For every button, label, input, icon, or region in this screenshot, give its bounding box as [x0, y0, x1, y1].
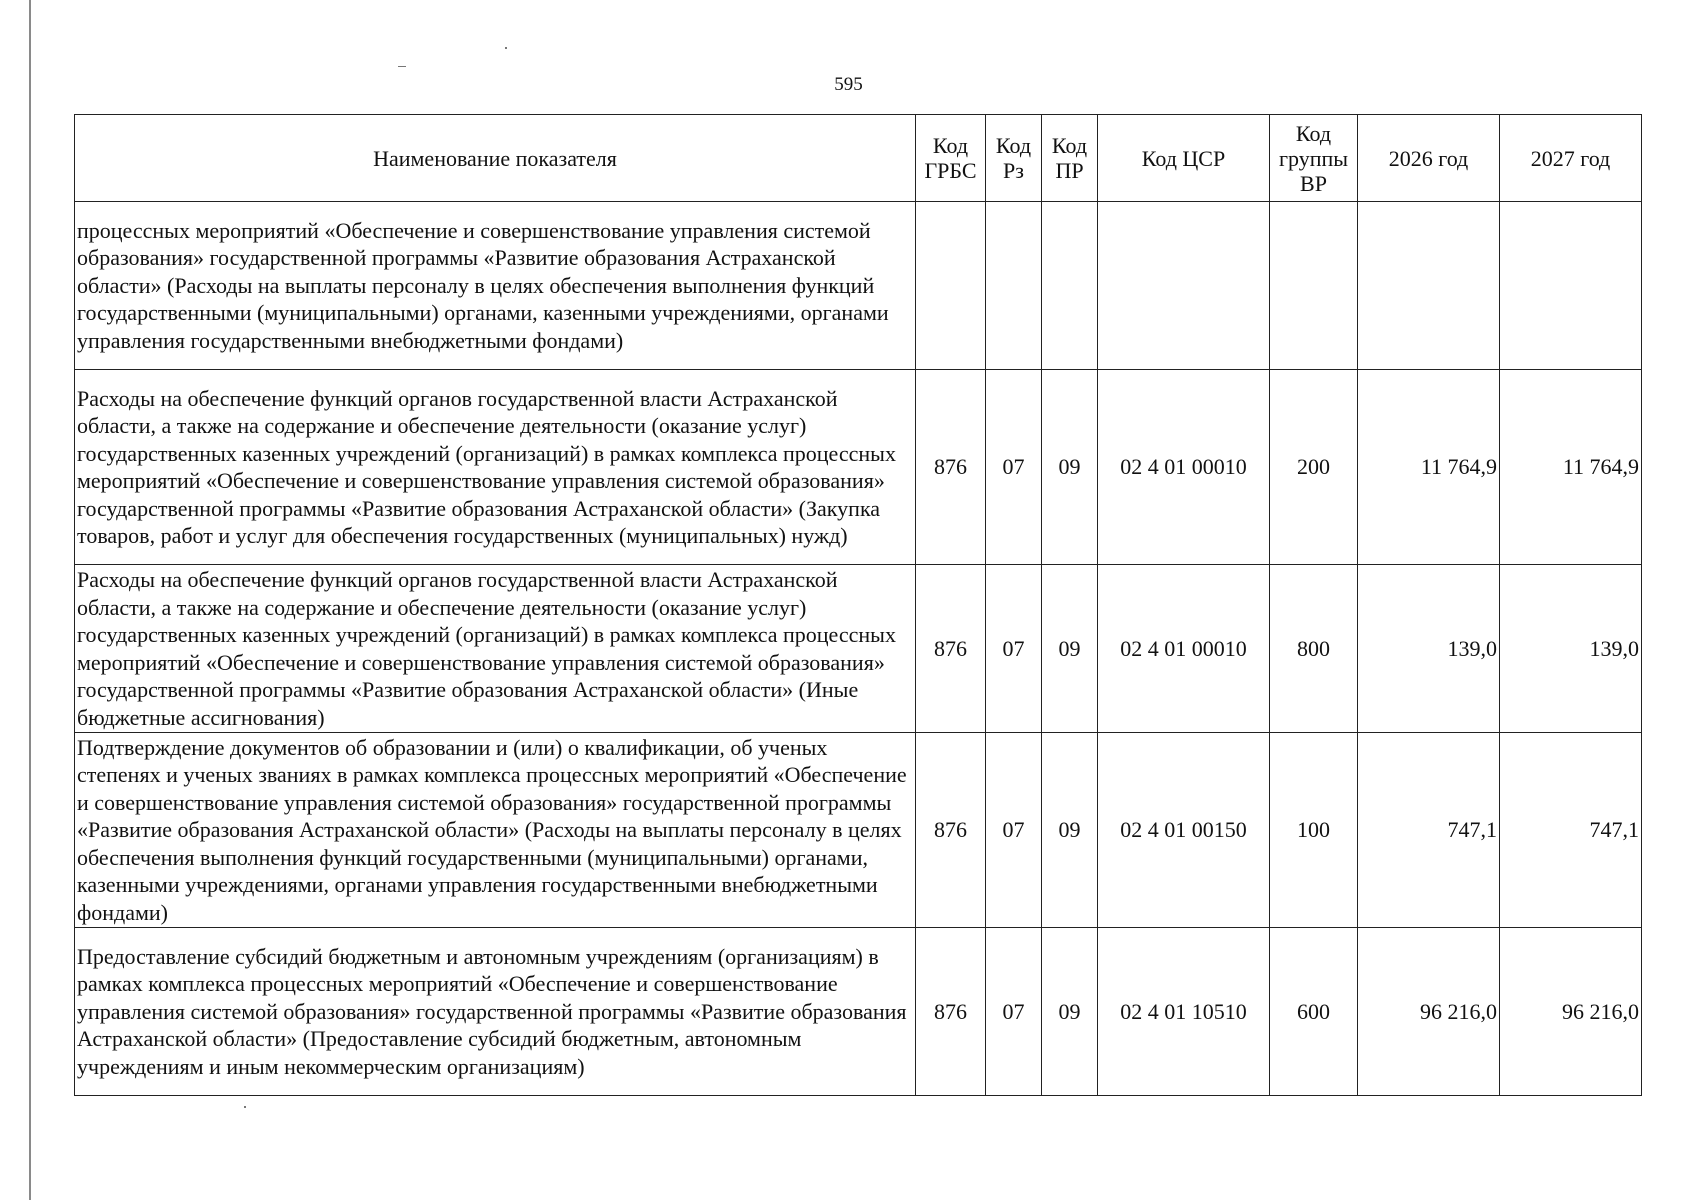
rz-code: 07 — [986, 370, 1042, 565]
vr-code: 200 — [1270, 370, 1358, 565]
header-year-2026: 2026 год — [1358, 115, 1500, 202]
amount-2027: 139,0 — [1500, 565, 1642, 733]
amount-2027 — [1500, 202, 1642, 370]
indicator-name: Подтверждение документов об образовании и (или) о квалификации, об ученых степенях и ученых званиях в рамках комплекса процессных мероприятий «Обеспечение и совершенствование управления системой образования» государственной программы «Развитие образования Астраханской области» (Расходы на выплаты персоналу в целях обеспечения выполнения функций государственными (муниципальными) органами, казенными учреждениями, органами управления государственными внебюджетными фондами) — [75, 733, 916, 928]
header-csr-code: Код ЦСР — [1098, 115, 1270, 202]
pr-code: 09 — [1042, 565, 1098, 733]
vr-code: 100 — [1270, 733, 1358, 928]
header-grbs-code: Код ГРБС — [916, 115, 986, 202]
indicator-name: процессных мероприятий «Обеспечение и совершенствование управления системой образования» государственной программы «Развитие образования Астраханской области» (Расходы на выплаты персоналу в целях обеспечения выполнения функций государственными (муниципальными) органами, казенными учреждениями, органами управления государственными внебюджетными фондами) — [75, 202, 916, 370]
grbs-code: 876 — [916, 928, 986, 1096]
rz-code: 07 — [986, 928, 1042, 1096]
table-row — [75, 370, 1642, 565]
indicator-name: Предоставление субсидий бюджетным и автономным учреждениям (организациям) в рамках комплекса процессных мероприятий «Обеспечение и совершенствование управления системой образования» государственной программы «Развитие образования Астраханской области» (Предоставление субсидий бюджетным, автономным учреждениям и иным некоммерческим организациям) — [75, 928, 916, 1096]
page-number: 595 — [834, 74, 863, 95]
scan-speck — [505, 47, 507, 49]
grbs-code — [916, 202, 986, 370]
budget-table — [74, 114, 1642, 1096]
vr-code: 800 — [1270, 565, 1358, 733]
amount-2026: 96 216,0 — [1358, 928, 1500, 1096]
amount-2026: 139,0 — [1358, 565, 1500, 733]
csr-code: 02 4 01 10510 — [1098, 928, 1270, 1096]
header-vr-group-code: Код группы ВР — [1270, 115, 1358, 202]
table-row — [75, 565, 1642, 733]
csr-code: 02 4 01 00150 — [1098, 733, 1270, 928]
table-row — [75, 928, 1642, 1096]
header-rz-code: Код Рз — [986, 115, 1042, 202]
grbs-code: 876 — [916, 733, 986, 928]
amount-2027: 96 216,0 — [1500, 928, 1642, 1096]
pr-code — [1042, 202, 1098, 370]
table-header-row — [75, 115, 1642, 202]
scan-speck — [244, 1106, 246, 1108]
amount-2027: 11 764,9 — [1500, 370, 1642, 565]
binding-edge-line — [29, 0, 31, 1200]
amount-2026: 747,1 — [1358, 733, 1500, 928]
csr-code — [1098, 202, 1270, 370]
vr-code: 600 — [1270, 928, 1358, 1096]
rz-code: 07 — [986, 565, 1042, 733]
csr-code: 02 4 01 00010 — [1098, 565, 1270, 733]
header-pr-code: Код ПР — [1042, 115, 1098, 202]
vr-code — [1270, 202, 1358, 370]
amount-2027: 747,1 — [1500, 733, 1642, 928]
pr-code: 09 — [1042, 370, 1098, 565]
amount-2026: 11 764,9 — [1358, 370, 1500, 565]
amount-2026 — [1358, 202, 1500, 370]
scan-speck — [398, 66, 406, 67]
rz-code — [986, 202, 1042, 370]
pr-code: 09 — [1042, 733, 1098, 928]
table-row — [75, 733, 1642, 928]
rz-code: 07 — [986, 733, 1042, 928]
table-row — [75, 202, 1642, 370]
csr-code: 02 4 01 00010 — [1098, 370, 1270, 565]
grbs-code: 876 — [916, 565, 986, 733]
header-indicator-name: Наименование показателя — [75, 115, 916, 202]
pr-code: 09 — [1042, 928, 1098, 1096]
grbs-code: 876 — [916, 370, 986, 565]
indicator-name: Расходы на обеспечение функций органов государственной власти Астраханской области, а также на содержание и обеспечение деятельности (оказание услуг) государственных казенных учреждений (организаций) в рамках комплекса процессных мероприятий «Обеспечение и совершенствование управления системой образования» государственной программы «Развитие образования Астраханской области» (Закупка товаров, работ и услуг для обеспечения государственных (муниципальных) нужд) — [75, 370, 916, 565]
header-year-2027: 2027 год — [1500, 115, 1642, 202]
indicator-name: Расходы на обеспечение функций органов государственной власти Астраханской области, а также на содержание и обеспечение деятельности (оказание услуг) государственных казенных учреждений (организаций) в рамках комплекса процессных мероприятий «Обеспечение и совершенствование управления системой образования» государственной программы «Развитие образования Астраханской области» (Иные бюджетные ассигнования) — [75, 565, 916, 733]
